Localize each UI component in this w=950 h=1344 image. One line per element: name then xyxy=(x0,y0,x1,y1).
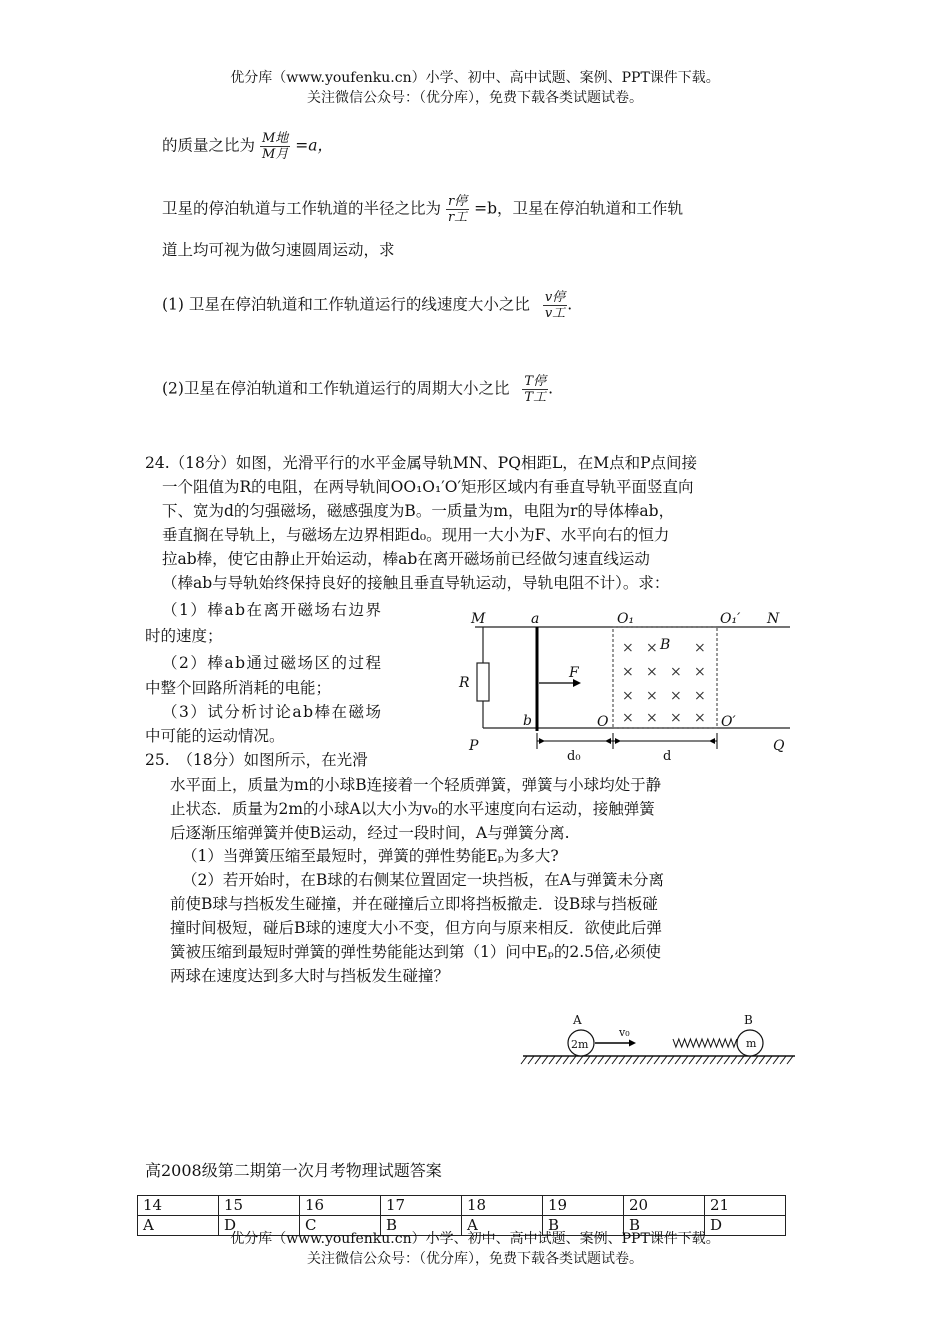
velocity-arrow-head xyxy=(629,1040,636,1047)
ground-hatch-line xyxy=(640,1056,646,1064)
period-ratio-fraction xyxy=(522,374,548,405)
header-line-1: 优分库（www.youfenku.cn）小学、初中、高中试题、案例、PPT课件下载。 xyxy=(230,70,720,86)
answer-number-cell: 18 xyxy=(462,1196,543,1216)
ground-hatch-line xyxy=(696,1056,702,1064)
ground-hatch-line xyxy=(787,1056,793,1064)
q25-line-8: 簧被压缩到最短时弹簧的弹性势能能达到第（1）问中Eₚ的2.5倍,必须使 xyxy=(170,943,661,961)
ground-hatch-line xyxy=(654,1056,660,1064)
label-b: b xyxy=(523,713,532,729)
q25-line-9: 两球在速度达到多大时与挡板发生碰撞？ xyxy=(170,967,450,985)
field-cross-mark: × xyxy=(646,710,658,726)
velocity-ratio-denominator: v工 xyxy=(544,306,566,321)
q24-sub-2-cont: 中整个回路所消耗的电能； xyxy=(145,679,332,697)
ground-hatch-line xyxy=(745,1056,751,1064)
ground-hatch-line xyxy=(682,1056,688,1064)
ground-hatch-line xyxy=(570,1056,576,1064)
q24-sub-1: （1）棒ab在离开磁场右边界 xyxy=(162,601,383,619)
field-cross-mark: × xyxy=(670,688,682,704)
q25-line-0: 25. （18分）如图所示，在光滑 xyxy=(145,751,368,769)
answer-letter-cell: D xyxy=(705,1216,786,1236)
answer-number-cell: 20 xyxy=(624,1196,705,1216)
q25-line-1: 水平面上，质量为m的小球B连接着一个轻质弹簧，弹簧与小球均处于静 xyxy=(170,776,662,794)
footer-line-1: 优分库（www.youfenku.cn）小学、初中、高中试题、案例、PPT课件下载。 xyxy=(230,1231,720,1247)
mass-ratio-suffix: =a， xyxy=(295,136,333,155)
field-cross-mark: × xyxy=(670,664,682,680)
field-cross-mark: × xyxy=(622,640,634,656)
radius-ratio-denominator: r工 xyxy=(447,210,468,225)
ground-hatch-line xyxy=(626,1056,632,1064)
ground-hatch-line xyxy=(703,1056,709,1064)
ground-hatch-line xyxy=(780,1056,786,1064)
answer-number-cell: 14 xyxy=(138,1196,219,1216)
answer-number-cell: 17 xyxy=(381,1196,462,1216)
label-d0: d₀ xyxy=(567,749,581,764)
ground-hatch-line xyxy=(563,1056,569,1064)
answer-number-cell: 19 xyxy=(543,1196,624,1216)
ball-a-mass: 2m xyxy=(571,1038,589,1051)
label-o-prime: O′ xyxy=(721,714,736,730)
label-q: Q xyxy=(773,738,785,754)
label-p: P xyxy=(469,738,479,754)
period-ratio-numerator: T停 xyxy=(524,374,547,389)
ground-hatch-line xyxy=(738,1056,744,1064)
q24-line-3: 下、宽为d的匀强磁场，磁感强度为B。一质量为m，电阻为r的导体棒ab， xyxy=(162,502,675,520)
label-o: O xyxy=(597,714,609,730)
ground-hatch-line xyxy=(661,1056,667,1064)
ground-hatch-line xyxy=(612,1056,618,1064)
ground-hatch-line xyxy=(689,1056,695,1064)
ground-hatch-line xyxy=(549,1056,555,1064)
ground-hatch-line xyxy=(633,1056,639,1064)
answer-number-row xyxy=(138,1196,786,1216)
ground-hatch-line xyxy=(605,1056,611,1064)
label-ball-b: B xyxy=(744,1013,753,1027)
label-m: M xyxy=(471,611,486,627)
q25-line-6: 前使B球与挡板发生碰撞，并在碰撞后立即将挡板撤走．设B球与挡板碰 xyxy=(170,895,658,913)
radius-ratio-line-2: 道上均可视为做匀速圆周运动，求 xyxy=(162,241,395,259)
q25-line-3: 后逐渐压缩弹簧并使B运动，经过一段时间，A与弹簧分离. xyxy=(170,824,570,842)
answer-letter-cell: B xyxy=(624,1216,705,1236)
label-ball-a: A xyxy=(573,1013,582,1027)
q24-sub-3-cont: 中可能的运动情况。 xyxy=(145,727,285,745)
footer-line-2: 关注微信公众号：（优分库），免费下载各类试题试卷。 xyxy=(307,1251,643,1267)
field-cross-mark: × xyxy=(646,664,658,680)
q24-sub-3: （3）试分析讨论ab棒在磁场 xyxy=(162,703,383,721)
resistor xyxy=(477,663,489,701)
radius-ratio-suffix: =b，卫星在停泊轨道和工作轨 xyxy=(474,199,684,218)
ground-hatch-line xyxy=(556,1056,562,1064)
ground-hatching xyxy=(521,1056,793,1064)
ground-hatch-line xyxy=(731,1056,737,1064)
q24-line-6: （棒ab与导轨始终保持良好的接触且垂直导轨运动，导轨电阻不计）。求： xyxy=(162,574,670,592)
radius-ratio-line xyxy=(162,194,683,225)
q24-sub-1-cont: 时的速度； xyxy=(145,627,223,645)
period-ratio-denominator: T工 xyxy=(524,390,547,405)
answer-letter-cell: A xyxy=(462,1216,543,1236)
field-cross-mark: × xyxy=(622,710,634,726)
q25-line-7: 撞时间极短，碰后B球的速度大小不变，但方向与原来相反．欲使此后弹 xyxy=(170,919,662,937)
answer-number-cell: 16 xyxy=(300,1196,381,1216)
ground-hatch-line xyxy=(528,1056,534,1064)
mass-ratio-denominator: M月 xyxy=(261,147,289,162)
field-cross-mark: × xyxy=(646,640,658,656)
ground-hatch-line xyxy=(717,1056,723,1064)
answer-letter-cell: A xyxy=(138,1216,219,1236)
field-cross-mark: × xyxy=(694,688,706,704)
q24-line-2: 一个阻值为R的电阻，在两导轨间OO₁O₁′O′矩形区域内有垂直导轨平面竖直向 xyxy=(162,478,694,496)
radius-ratio-prefix: 卫星的停泊轨道与工作轨道的半径之比为 xyxy=(162,199,442,218)
ground-hatch-line xyxy=(710,1056,716,1064)
ground-hatch-line xyxy=(535,1056,541,1064)
velocity-ratio-numerator: v停 xyxy=(544,290,566,305)
header-line-2: 关注微信公众号：（优分库），免费下载各类试题试卷。 xyxy=(307,90,643,106)
answer-letter-cell: B xyxy=(381,1216,462,1236)
d0-arrow-right xyxy=(605,738,611,744)
label-f: F xyxy=(569,665,579,681)
q24-line-1: 24.（18分）如图，光滑平行的水平金属导轨MN、PQ相距L，在M点和P点间接 xyxy=(145,454,698,472)
label-o1: O₁ xyxy=(617,611,635,627)
answer-number-cell: 15 xyxy=(219,1196,300,1216)
q25-line-4: （1）当弹簧压缩至最短时，弹簧的弹性势能Eₚ为多大? xyxy=(182,847,559,865)
mass-ratio-line xyxy=(162,131,333,162)
ground-hatch-line xyxy=(542,1056,548,1064)
d0-arrow-left xyxy=(539,738,545,744)
part-1-text: (1) 卫星在停泊轨道和工作轨道运行的线速度大小之比 xyxy=(162,295,530,314)
field-cross-mark: × xyxy=(694,710,706,726)
ground-hatch-line xyxy=(766,1056,772,1064)
answer-letter-cell: C xyxy=(300,1216,381,1236)
answer-number-cell: 21 xyxy=(705,1196,786,1216)
ground-hatch-line xyxy=(759,1056,765,1064)
field-cross-mark: × xyxy=(694,664,706,680)
label-b-field: B xyxy=(660,637,671,653)
spring xyxy=(673,1039,737,1047)
mass-ratio-fraction xyxy=(260,131,290,162)
question-23-part-1: (1) 卫星在停泊轨道和工作轨道运行的线速度大小之比 $\frac{\text{v停}}{\text{v工}}$ . xyxy=(162,290,573,321)
spring-balls-diagram xyxy=(515,1010,800,1085)
ball-b-mass: m xyxy=(746,1037,757,1050)
ground-hatch-line xyxy=(584,1056,590,1064)
label-v0: v₀ xyxy=(619,1026,630,1039)
q25-line-2: 止状态．质量为2m的小球A以大小为v₀的水平速度向右运动，接触弹簧 xyxy=(170,800,655,818)
answer-title: 高2008级第二期第一次月考物理试题答案 xyxy=(145,1161,442,1180)
field-cross-mark: × xyxy=(622,688,634,704)
label-a: a xyxy=(531,611,540,627)
ground-hatch-line xyxy=(521,1056,527,1064)
ground-hatch-line xyxy=(752,1056,758,1064)
question-23-part-2: (2)卫星在停泊轨道和工作轨道运行的周期大小之比 $\frac{\text{T停}}{\text{T工}}$ . xyxy=(162,374,554,405)
ground-hatch-line xyxy=(668,1056,674,1064)
ground-hatch-line xyxy=(647,1056,653,1064)
q24-sub-2: （2）棒ab通过磁场区的过程 xyxy=(162,654,383,672)
ground-hatch-line xyxy=(598,1056,604,1064)
part-2-text: (2)卫星在停泊轨道和工作轨道运行的周期大小之比 xyxy=(162,379,510,398)
ground-hatch-line xyxy=(724,1056,730,1064)
radius-ratio-numerator: r停 xyxy=(447,194,468,209)
answer-letter-cell: D xyxy=(219,1216,300,1236)
field-cross-mark: × xyxy=(694,640,706,656)
mass-ratio-prefix: 的质量之比为 xyxy=(162,136,256,155)
field-cross-mark: × xyxy=(670,710,682,726)
field-cross-mark: × xyxy=(646,688,658,704)
d-arrow-left xyxy=(615,738,621,744)
label-d: d xyxy=(663,749,672,764)
velocity-ratio-fraction xyxy=(543,290,567,321)
label-n: N xyxy=(767,611,780,627)
field-cross-mark: × xyxy=(622,664,634,680)
label-r: R xyxy=(459,675,470,691)
mass-ratio-numerator: M地 xyxy=(261,131,289,146)
ground-hatch-line xyxy=(619,1056,625,1064)
q24-line-5: 拉ab棒，使它由静止开始运动，棒ab在离开磁场前已经做匀速直线运动 xyxy=(162,550,650,568)
ground-hatch-line xyxy=(675,1056,681,1064)
radius-ratio-fraction xyxy=(446,194,469,225)
answer-letter-cell: B xyxy=(543,1216,624,1236)
d-arrow-right xyxy=(709,738,715,744)
q24-line-4: 垂直搁在导轨上，与磁场左边界相距d₀。现用一大小为F、水平向右的恒力 xyxy=(162,526,670,544)
q25-line-5: （2）若开始时，在B球的右侧某位置固定一块挡板，在A与弹簧未分离 xyxy=(182,871,664,889)
rail-circuit-diagram xyxy=(455,605,800,765)
label-o1-prime: O₁′ xyxy=(720,611,741,627)
ground-hatch-line xyxy=(591,1056,597,1064)
ground-hatch-line xyxy=(577,1056,583,1064)
ground-hatch-line xyxy=(773,1056,779,1064)
